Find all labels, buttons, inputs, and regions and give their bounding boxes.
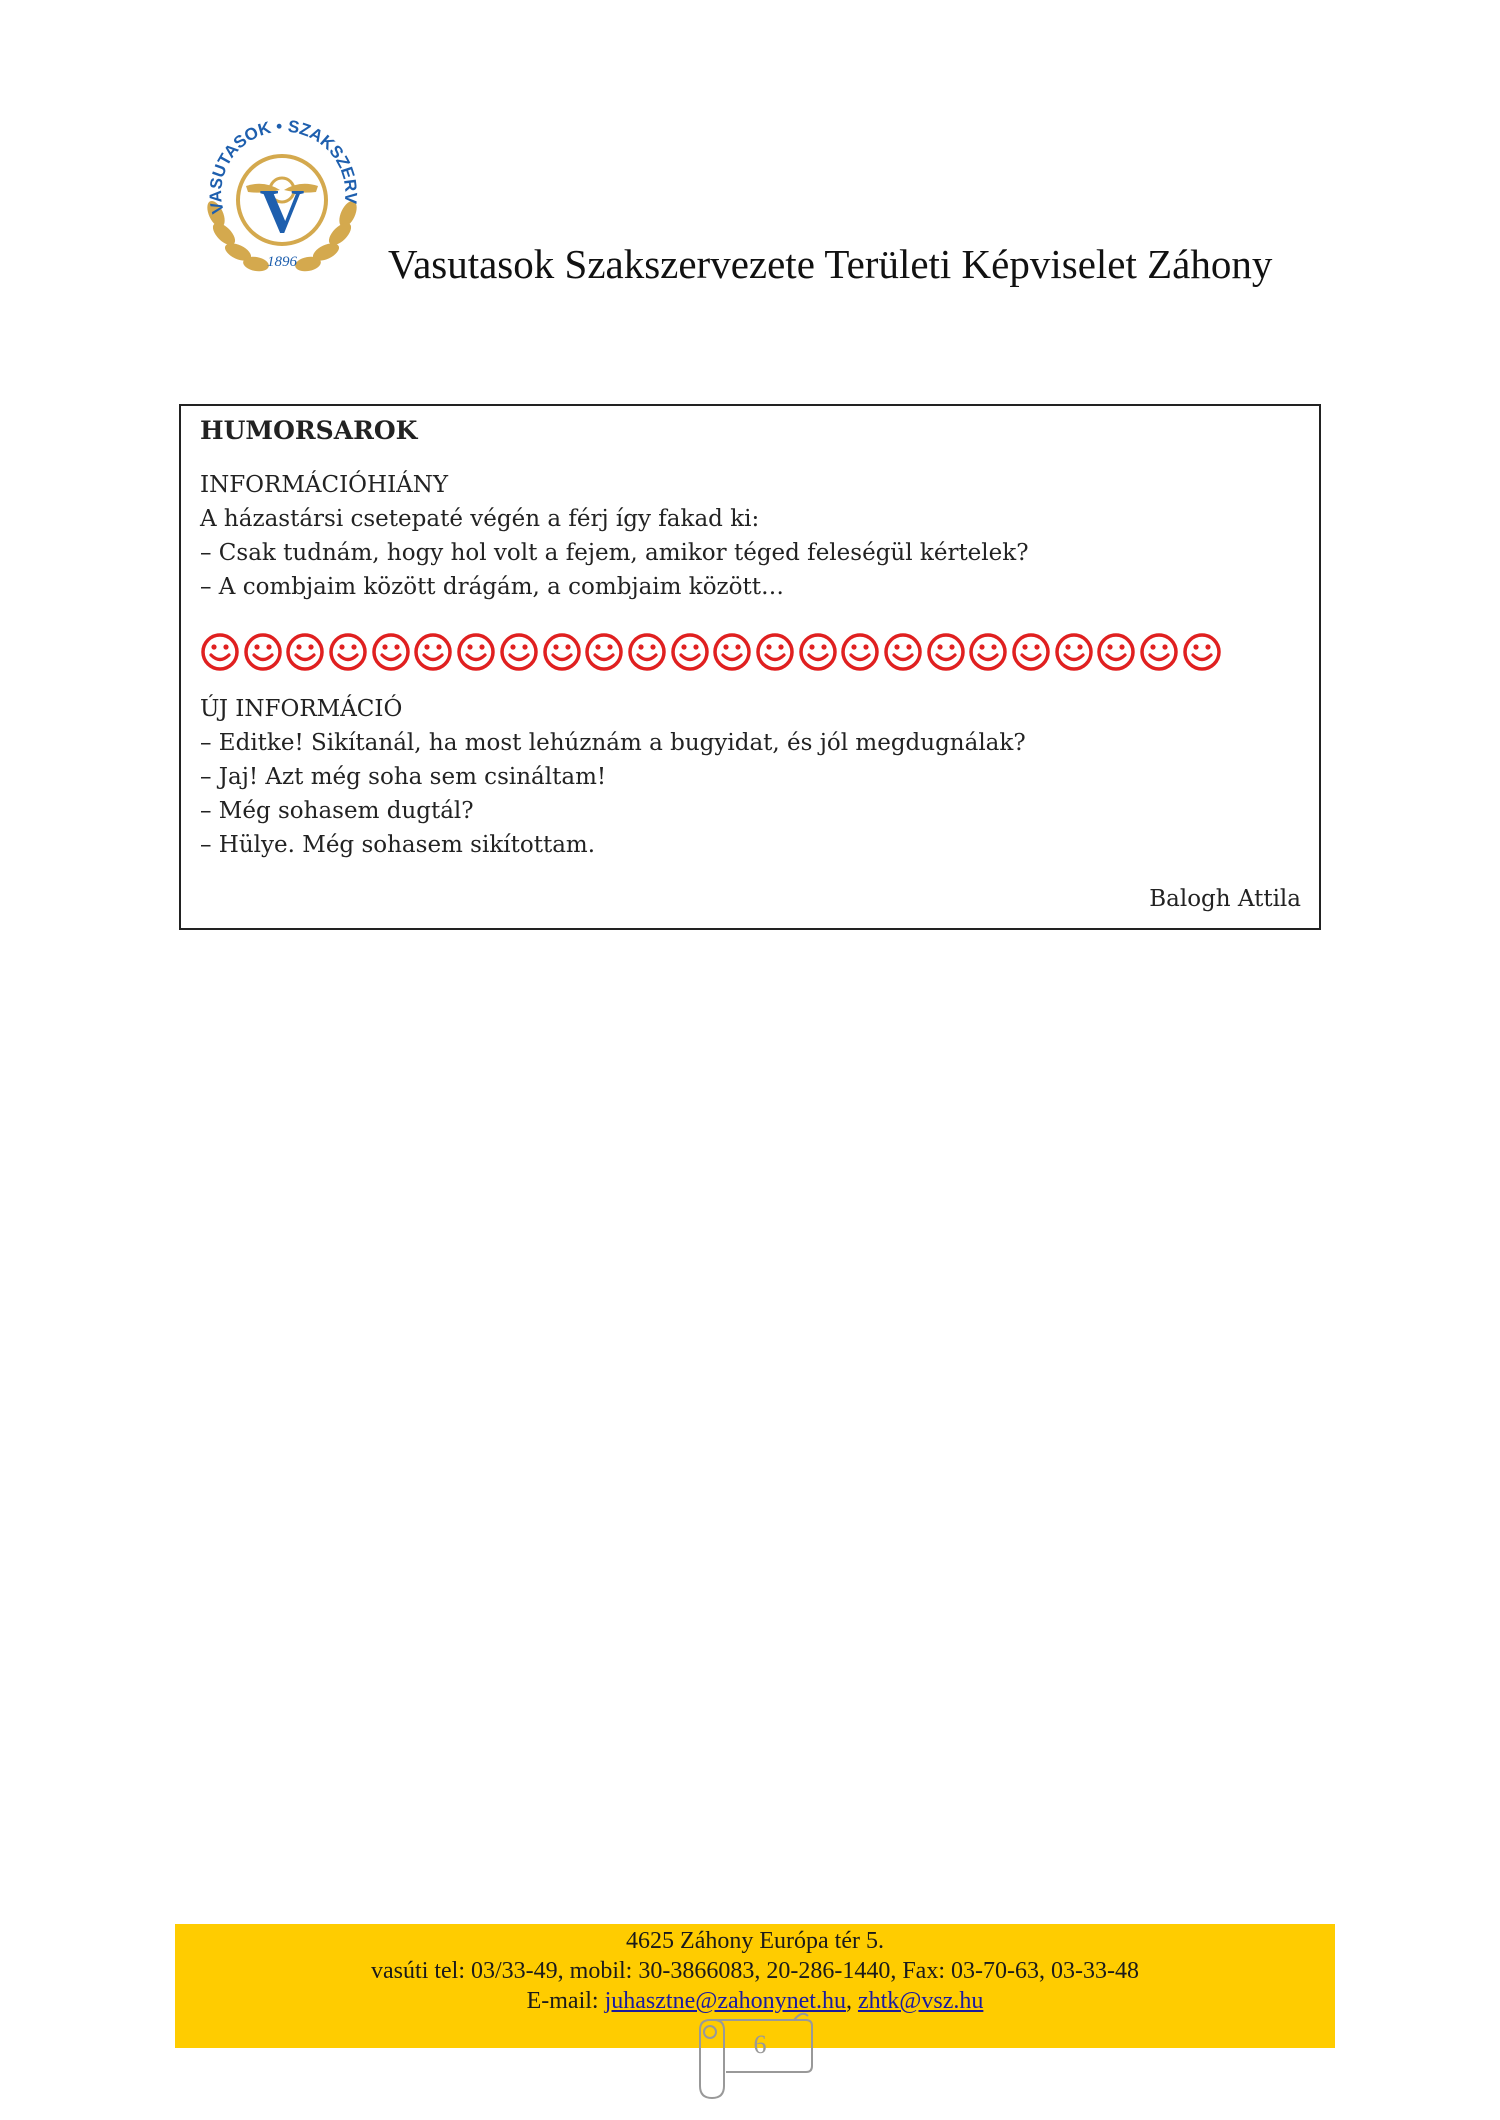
smiley-face-icon xyxy=(1182,632,1225,674)
smiley-face-icon xyxy=(627,632,670,674)
smiley-face-icon xyxy=(883,632,926,674)
smiley-face-icon xyxy=(584,632,627,674)
smiley-row xyxy=(200,632,1225,676)
section1-title: INFORMÁCIÓHIÁNY xyxy=(200,472,449,498)
smiley-face-icon xyxy=(968,632,1011,674)
organization-title: Vasutasok Szakszervezete Területi Képviselet Záhony xyxy=(388,241,1273,287)
smiley-face-icon xyxy=(542,632,585,674)
smiley-face-icon xyxy=(1096,632,1139,674)
page-number: 6 xyxy=(753,2030,767,2059)
smiley-face-icon xyxy=(926,632,969,674)
smiley-face-icon xyxy=(285,632,328,674)
section2-line: – Editke! Sikítanál, ha most lehúznám a bugyidat, és jól megdugnálak? xyxy=(200,730,1026,756)
section1-line: A házastársi csetepaté végén a férj így fakad ki: xyxy=(200,506,760,532)
smiley-face-icon xyxy=(328,632,371,674)
smiley-face-icon xyxy=(499,632,542,674)
smiley-face-icon xyxy=(456,632,499,674)
section2-line: – Jaj! Azt még soha sem csináltam! xyxy=(200,764,607,790)
smiley-face-icon xyxy=(243,632,286,674)
logo-year: 1896 xyxy=(267,254,297,270)
section1-line: – Csak tudnám, hogy hol volt a fejem, amikor téged feleségül kértelek? xyxy=(200,540,1029,566)
smiley-face-icon xyxy=(371,632,414,674)
humor-box xyxy=(179,404,1321,930)
smiley-face-icon xyxy=(200,632,243,674)
email-link-zhtk[interactable]: zhtk@vsz.hu xyxy=(857,1988,984,2014)
author-signature: Balogh Attila xyxy=(1149,886,1301,912)
footer-address: 4625 Záhony Európa tér 5. xyxy=(626,1928,884,1954)
smiley-face-icon xyxy=(1011,632,1054,674)
smiley-face-icon xyxy=(712,632,755,674)
section2-line: – Még sohasem dugtál? xyxy=(200,798,474,824)
footer-email-label: E-mail: xyxy=(526,1988,599,2014)
smiley-face-icon xyxy=(1054,632,1097,674)
logo-ring-text: VASUTASOK • SZAKSZERV xyxy=(206,116,361,216)
footer-phones: vasúti tel: 03/33-49, mobil: 30-3866083, 20-286-1440, Fax: 03-70-63, 03-33-48 xyxy=(371,1958,1139,1984)
smiley-face-icon xyxy=(670,632,713,674)
section2-line: – Hülye. Még sohasem sikítottam. xyxy=(200,832,596,858)
box-heading: HUMORSAROK xyxy=(200,416,418,445)
email-separator: , xyxy=(845,1988,852,2014)
smiley-face-icon xyxy=(840,632,883,674)
logo-letter: V xyxy=(259,178,305,246)
smiley-face-icon xyxy=(798,632,841,674)
smiley-face-icon xyxy=(413,632,456,674)
smiley-face-icon xyxy=(755,632,798,674)
email-link-juhasztne[interactable]: juhasztne@zahonynet.hu xyxy=(604,1988,846,2014)
smiley-face-icon xyxy=(1139,632,1182,674)
section1-line: – A combjaim között drágám, a combjaim között… xyxy=(200,574,784,600)
section2-title: ÚJ INFORMÁCIÓ xyxy=(200,696,403,722)
union-logo xyxy=(186,94,376,284)
